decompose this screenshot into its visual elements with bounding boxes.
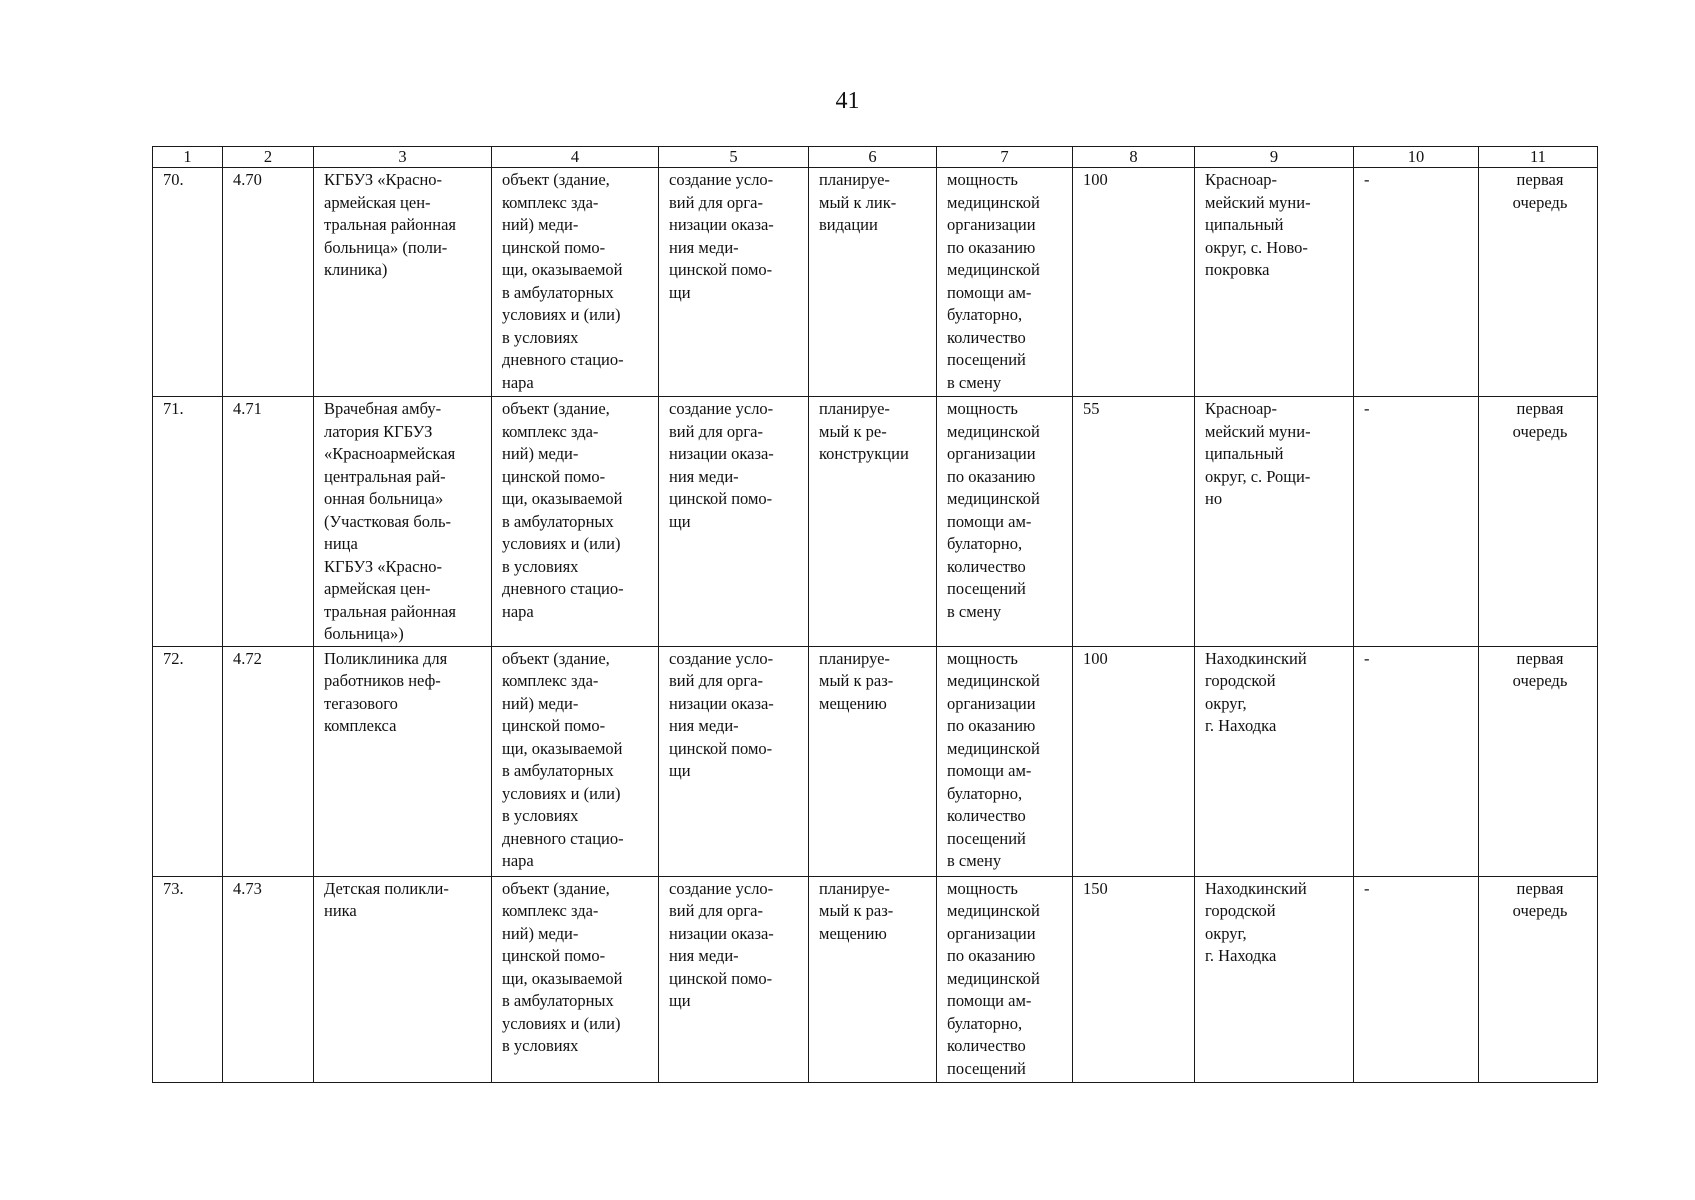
cell-text-block — [502, 648, 652, 873]
cell-text-line: мещению — [819, 693, 887, 713]
table-row — [153, 646, 1598, 876]
cell-text-line: первая — [1516, 170, 1564, 189]
table-cell-col-10 — [1354, 397, 1479, 647]
table-body — [153, 168, 1598, 1083]
cell-text-block — [502, 169, 652, 394]
cell-text-line: нара — [502, 372, 534, 392]
cell-text: 4.72 — [233, 648, 262, 668]
table-cell-col-8 — [1073, 397, 1195, 647]
cell-text: - — [1364, 648, 1370, 668]
cell-text-line: округ, с. Ново- — [1205, 237, 1308, 257]
cell-text-line: онная больница» — [324, 489, 444, 508]
table-cell-col-11 — [1479, 168, 1598, 397]
cell-text: 100 — [1083, 170, 1108, 189]
cell-text-line: щи, оказываемой — [502, 968, 623, 988]
cell-text-line: медицинской — [947, 901, 1040, 920]
table-cell-col-3 — [314, 646, 492, 876]
cell-text-line: щи — [669, 511, 691, 531]
cell-text-line: в условиях — [502, 327, 579, 347]
cell-text-line: цинской помо- — [502, 237, 606, 257]
cell-text-block — [324, 398, 485, 646]
table-cell-col-11 — [1479, 876, 1598, 1082]
cell-text-line: организации — [947, 215, 1036, 234]
cell-text-line: ника — [324, 901, 357, 920]
cell-text: - — [1364, 399, 1370, 418]
cell-text-line: объект (здание, — [502, 878, 610, 898]
cell-text-line: помощи ам- — [947, 761, 1032, 780]
table-cell-col-6 — [809, 397, 937, 647]
cell-text-line: мещению — [819, 923, 887, 943]
cell-text-line: нара — [502, 851, 534, 870]
cell-text-line: цинской помо- — [669, 968, 773, 988]
header-cell-4: 4 — [492, 147, 659, 168]
cell-text-block — [1489, 648, 1591, 693]
cell-text-line: объект (здание, — [502, 648, 610, 668]
page-number: 41 — [835, 88, 860, 114]
cell-text-line: булаторно, — [947, 305, 1023, 324]
cell-text-line: цинской помо- — [502, 716, 606, 735]
table-cell-col-6 — [809, 646, 937, 876]
cell-text-line: создание усло- — [669, 648, 774, 668]
cell-text-line: ния меди- — [669, 237, 739, 257]
cell-text: - — [1364, 170, 1370, 189]
cell-text-line: цинской помо- — [669, 738, 773, 758]
cell-text-line: городской — [1205, 671, 1276, 690]
header-cell-3: 3 — [314, 147, 492, 168]
table-cell-col-3 — [314, 876, 492, 1082]
header-cell-5: 5 — [659, 147, 809, 168]
cell-text-block — [1205, 878, 1347, 968]
cell-text-line: округ, с. Рощи- — [1205, 466, 1311, 486]
cell-text-line: условиях и (или) — [502, 305, 621, 324]
cell-text-line: условиях и (или) — [502, 1013, 621, 1033]
cell-text-line: мощность — [947, 648, 1018, 668]
cell-text-line: работников неф- — [324, 671, 441, 690]
cell-text-block — [669, 169, 802, 304]
cell-text-block — [819, 878, 930, 946]
cell-text-line: мощность — [947, 878, 1018, 898]
table-cell-col-8 — [1073, 876, 1195, 1082]
cell-text-line: Находкинский — [1205, 878, 1307, 898]
cell-text-line: видации — [819, 215, 878, 234]
cell-text-line: мый к раз- — [819, 901, 894, 920]
cell-text-line: очередь — [1512, 421, 1568, 441]
cell-text-block — [819, 648, 930, 716]
table-cell-col-2 — [223, 397, 314, 647]
cell-text-line: клиника) — [324, 260, 388, 279]
cell-text-line: ний) меди- — [502, 444, 579, 463]
cell-text-line: вий для орга- — [669, 901, 764, 920]
objects-table — [152, 146, 1598, 1083]
cell-text-line: вий для орга- — [669, 192, 764, 212]
cell-text-line: ний) меди- — [502, 693, 579, 713]
cell-text-line: городской — [1205, 901, 1276, 920]
header-cell-7: 7 — [937, 147, 1073, 168]
cell-text-line: в амбулаторных — [502, 761, 614, 780]
cell-text-line: посещений — [947, 579, 1026, 598]
cell-text-line: покровка — [1205, 260, 1270, 279]
cell-text-line: щи, оказываемой — [502, 260, 623, 279]
table-cell-col-7 — [937, 876, 1073, 1082]
table-cell-col-10 — [1354, 168, 1479, 397]
cell-text: 70. — [163, 170, 184, 189]
cell-text-line: первая — [1516, 878, 1564, 898]
table-cell-col-3 — [314, 397, 492, 647]
cell-text-line: щи, оказываемой — [502, 738, 623, 758]
cell-text-line: КГБУЗ «Красно- — [324, 170, 443, 189]
cell-text-line: медицинской — [947, 968, 1040, 988]
cell-text-line: очередь — [1512, 192, 1568, 212]
cell-text: 73. — [163, 878, 184, 898]
table-cell-col-11 — [1479, 646, 1598, 876]
cell-text-line: ния меди- — [669, 716, 739, 735]
table-cell-col-2 — [223, 168, 314, 397]
cell-text-line: нара — [502, 601, 534, 621]
cell-text-line: больница») — [324, 624, 404, 643]
cell-text-block — [947, 648, 1066, 873]
cell-text-line: в амбулаторных — [502, 511, 614, 531]
cell-text-line: округ, — [1205, 693, 1247, 713]
cell-text-line: планируе- — [819, 399, 890, 418]
cell-text-line: помощи ам- — [947, 511, 1032, 531]
table-cell-col-1 — [153, 168, 223, 397]
cell-text-block — [324, 878, 485, 923]
cell-text-line: в условиях — [502, 556, 579, 576]
cell-text-line: комплекс зда- — [502, 192, 599, 212]
cell-text-line: щи, оказываемой — [502, 489, 623, 508]
cell-text-line: щи — [669, 282, 691, 302]
cell-text-line: ния меди- — [669, 466, 739, 486]
cell-text: - — [1364, 878, 1370, 898]
table-cell-col-7 — [937, 397, 1073, 647]
cell-text-line: г. Находка — [1205, 946, 1277, 965]
cell-text-line: Находкинский — [1205, 648, 1307, 668]
cell-text-line: дневного стацио- — [502, 579, 624, 598]
cell-text-line: низации оказа- — [669, 444, 774, 463]
header-cell-6: 6 — [809, 147, 937, 168]
cell-text-line: центральная рай- — [324, 466, 446, 486]
cell-text-line: медицинской — [947, 260, 1040, 279]
cell-text-line: посещений — [947, 1058, 1026, 1078]
table-cell-col-4 — [492, 397, 659, 647]
cell-text-block — [947, 398, 1066, 623]
cell-text-line: армейская цен- — [324, 192, 431, 212]
cell-text-line: очередь — [1512, 901, 1568, 920]
cell-text-line: больница» (поли- — [324, 237, 448, 257]
cell-text-line: (Участковая боль- — [324, 511, 452, 531]
cell-text-line: ница — [324, 534, 358, 553]
cell-text-line: в смену — [947, 601, 1002, 621]
cell-text-line: по оказанию — [947, 237, 1036, 257]
table-cell-col-10 — [1354, 646, 1479, 876]
table-cell-col-9 — [1195, 876, 1354, 1082]
cell-text-line: Красноар- — [1205, 399, 1278, 418]
cell-text-line: медицинской — [947, 489, 1040, 508]
header-cell-10: 10 — [1354, 147, 1479, 168]
cell-text-line: количество — [947, 806, 1026, 825]
cell-text-line: низации оказа- — [669, 923, 774, 943]
cell-text-line: в смену — [947, 851, 1002, 870]
cell-text-line: Детская поликли- — [324, 878, 449, 898]
cell-text-line: булаторно, — [947, 1013, 1023, 1033]
cell-text-block — [1489, 398, 1591, 443]
cell-text: 55 — [1083, 399, 1100, 418]
cell-text-line: мощность — [947, 170, 1018, 189]
cell-text-line: медицинской — [947, 421, 1040, 441]
table-cell-col-9 — [1195, 397, 1354, 647]
cell-text-line: медицинской — [947, 738, 1040, 758]
cell-text-line: количество — [947, 556, 1026, 576]
cell-text-line: булаторно, — [947, 783, 1023, 803]
header-cell-11: 11 — [1479, 147, 1598, 168]
table-cell-col-4 — [492, 646, 659, 876]
cell-text-line: мощность — [947, 399, 1018, 418]
cell-text-block — [947, 169, 1066, 394]
cell-text-line: посещений — [947, 350, 1026, 369]
cell-text-line: количество — [947, 1036, 1026, 1055]
table-cell-col-4 — [492, 876, 659, 1082]
table-cell-col-8 — [1073, 646, 1195, 876]
cell-text-block — [819, 169, 930, 237]
cell-text: 4.70 — [233, 170, 262, 189]
table-cell-col-1 — [153, 876, 223, 1082]
table-cell-col-9 — [1195, 646, 1354, 876]
cell-text-line: латория КГБУЗ — [324, 421, 433, 441]
table-cell-col-7 — [937, 168, 1073, 397]
table-cell-col-1 — [153, 646, 223, 876]
cell-text-line: Поликлиника для — [324, 648, 448, 668]
table-cell-col-10 — [1354, 876, 1479, 1082]
cell-text-line: «Красноармейская — [324, 444, 456, 463]
cell-text: 4.73 — [233, 878, 262, 898]
table-cell-col-2 — [223, 646, 314, 876]
cell-text-line: но — [1205, 489, 1223, 508]
table-cell-col-5 — [659, 876, 809, 1082]
cell-text-block — [324, 648, 485, 738]
cell-text: 72. — [163, 648, 184, 668]
cell-text-line: булаторно, — [947, 534, 1023, 553]
cell-text-block — [502, 878, 652, 1058]
cell-text-line: КГБУЗ «Красно- — [324, 556, 443, 576]
cell-text-line: округ, — [1205, 923, 1247, 943]
cell-text-block — [1205, 398, 1347, 511]
cell-text-line: условиях и (или) — [502, 783, 621, 803]
cell-text-line: мый к раз- — [819, 671, 894, 690]
cell-text-line: помощи ам- — [947, 282, 1032, 302]
header-row — [153, 147, 1598, 168]
cell-text-line: мейский муни- — [1205, 421, 1311, 441]
cell-text-block — [502, 398, 652, 623]
cell-text-line: щи — [669, 991, 691, 1010]
cell-text-line: Врачебная амбу- — [324, 399, 442, 418]
cell-text: 150 — [1083, 878, 1108, 898]
cell-text: 100 — [1083, 648, 1108, 668]
cell-text-line: посещений — [947, 828, 1026, 848]
cell-text-line: первая — [1516, 399, 1564, 418]
cell-text-line: цинской помо- — [669, 489, 773, 508]
cell-text-block — [1489, 169, 1591, 214]
table-row — [153, 168, 1598, 397]
cell-text-line: ний) меди- — [502, 215, 579, 234]
cell-text-line: тральная районная — [324, 601, 456, 621]
cell-text-block — [1205, 648, 1347, 738]
cell-text-line: вий для орга- — [669, 421, 764, 441]
table-cell-col-9 — [1195, 168, 1354, 397]
table-row — [153, 397, 1598, 647]
cell-text-line: мейский муни- — [1205, 192, 1311, 212]
cell-text-line: комплекс зда- — [502, 901, 599, 920]
cell-text-block — [669, 648, 802, 783]
table-cell-col-6 — [809, 876, 937, 1082]
cell-text-line: низации оказа- — [669, 693, 774, 713]
cell-text-line: создание усло- — [669, 399, 774, 418]
table-cell-col-5 — [659, 397, 809, 647]
cell-text-line: объект (здание, — [502, 399, 610, 418]
cell-text-line: г. Находка — [1205, 716, 1277, 735]
cell-text-line: ний) меди- — [502, 923, 579, 943]
cell-text-line: организации — [947, 444, 1036, 463]
cell-text-line: по оказанию — [947, 466, 1036, 486]
cell-text-line: создание усло- — [669, 170, 774, 189]
cell-text: 71. — [163, 399, 184, 418]
cell-text-line: конструкции — [819, 444, 909, 463]
cell-text: 4.71 — [233, 399, 262, 418]
cell-text-line: мый к лик- — [819, 192, 897, 212]
cell-text-line: организации — [947, 923, 1036, 943]
cell-text-line: первая — [1516, 648, 1564, 668]
cell-text-block — [1489, 878, 1591, 923]
cell-text-line: щи — [669, 761, 691, 780]
table-cell-col-2 — [223, 876, 314, 1082]
table-cell-col-11 — [1479, 397, 1598, 647]
cell-text-line: армейская цен- — [324, 579, 431, 598]
cell-text-line: в амбулаторных — [502, 282, 614, 302]
cell-text-block — [669, 398, 802, 533]
table-cell-col-5 — [659, 168, 809, 397]
table-cell-col-3 — [314, 168, 492, 397]
header-cell-2: 2 — [223, 147, 314, 168]
cell-text-line: планируе- — [819, 878, 890, 898]
cell-text-line: по оказанию — [947, 946, 1036, 965]
cell-text-line: ципальный — [1205, 444, 1284, 463]
cell-text-line: тегазового — [324, 693, 398, 713]
header-cell-9: 9 — [1195, 147, 1354, 168]
header-cell-8: 8 — [1073, 147, 1195, 168]
cell-text-line: дневного стацио- — [502, 350, 624, 369]
cell-text-line: очередь — [1512, 671, 1568, 690]
cell-text-line: низации оказа- — [669, 215, 774, 234]
cell-text-line: в амбулаторных — [502, 991, 614, 1010]
cell-text-line: цинской помо- — [502, 466, 606, 486]
cell-text-line: объект (здание, — [502, 170, 610, 189]
cell-text-block — [1205, 169, 1347, 282]
table-cell-col-7 — [937, 646, 1073, 876]
cell-text-line: помощи ам- — [947, 991, 1032, 1010]
cell-text-line: Красноар- — [1205, 170, 1278, 189]
cell-text-line: цинской помо- — [669, 260, 773, 279]
cell-text-block — [669, 878, 802, 1013]
cell-text-block — [947, 878, 1066, 1081]
cell-text-line: по оказанию — [947, 716, 1036, 735]
cell-text-line: количество — [947, 327, 1026, 347]
table-cell-col-8 — [1073, 168, 1195, 397]
cell-text-line: вий для орга- — [669, 671, 764, 690]
cell-text-line: в условиях — [502, 806, 579, 825]
cell-text-line: мый к ре- — [819, 421, 887, 441]
cell-text-line: цинской помо- — [502, 946, 606, 965]
cell-text-line: тральная районная — [324, 215, 456, 234]
table-row — [153, 876, 1598, 1082]
header-cell-1: 1 — [153, 147, 223, 168]
cell-text-line: комплекс зда- — [502, 671, 599, 690]
cell-text-line: комплекс зда- — [502, 421, 599, 441]
cell-text-block — [819, 398, 930, 466]
cell-text-line: ния меди- — [669, 946, 739, 965]
cell-text-line: планируе- — [819, 648, 890, 668]
cell-text-line: медицинской — [947, 192, 1040, 212]
cell-text-line: условиях и (или) — [502, 534, 621, 553]
cell-text-line: планируе- — [819, 170, 890, 189]
cell-text-line: создание усло- — [669, 878, 774, 898]
table-cell-col-5 — [659, 646, 809, 876]
table-cell-col-4 — [492, 168, 659, 397]
table-cell-col-6 — [809, 168, 937, 397]
table-cell-col-1 — [153, 397, 223, 647]
cell-text-line: дневного стацио- — [502, 828, 624, 848]
cell-text-line: ципальный — [1205, 215, 1284, 234]
cell-text-line: организации — [947, 693, 1036, 713]
table-header — [153, 147, 1598, 168]
cell-text-line: медицинской — [947, 671, 1040, 690]
cell-text-block — [324, 169, 485, 282]
cell-text-line: в смену — [947, 372, 1002, 392]
cell-text-line: комплекса — [324, 716, 397, 735]
cell-text-line: в условиях — [502, 1036, 579, 1055]
